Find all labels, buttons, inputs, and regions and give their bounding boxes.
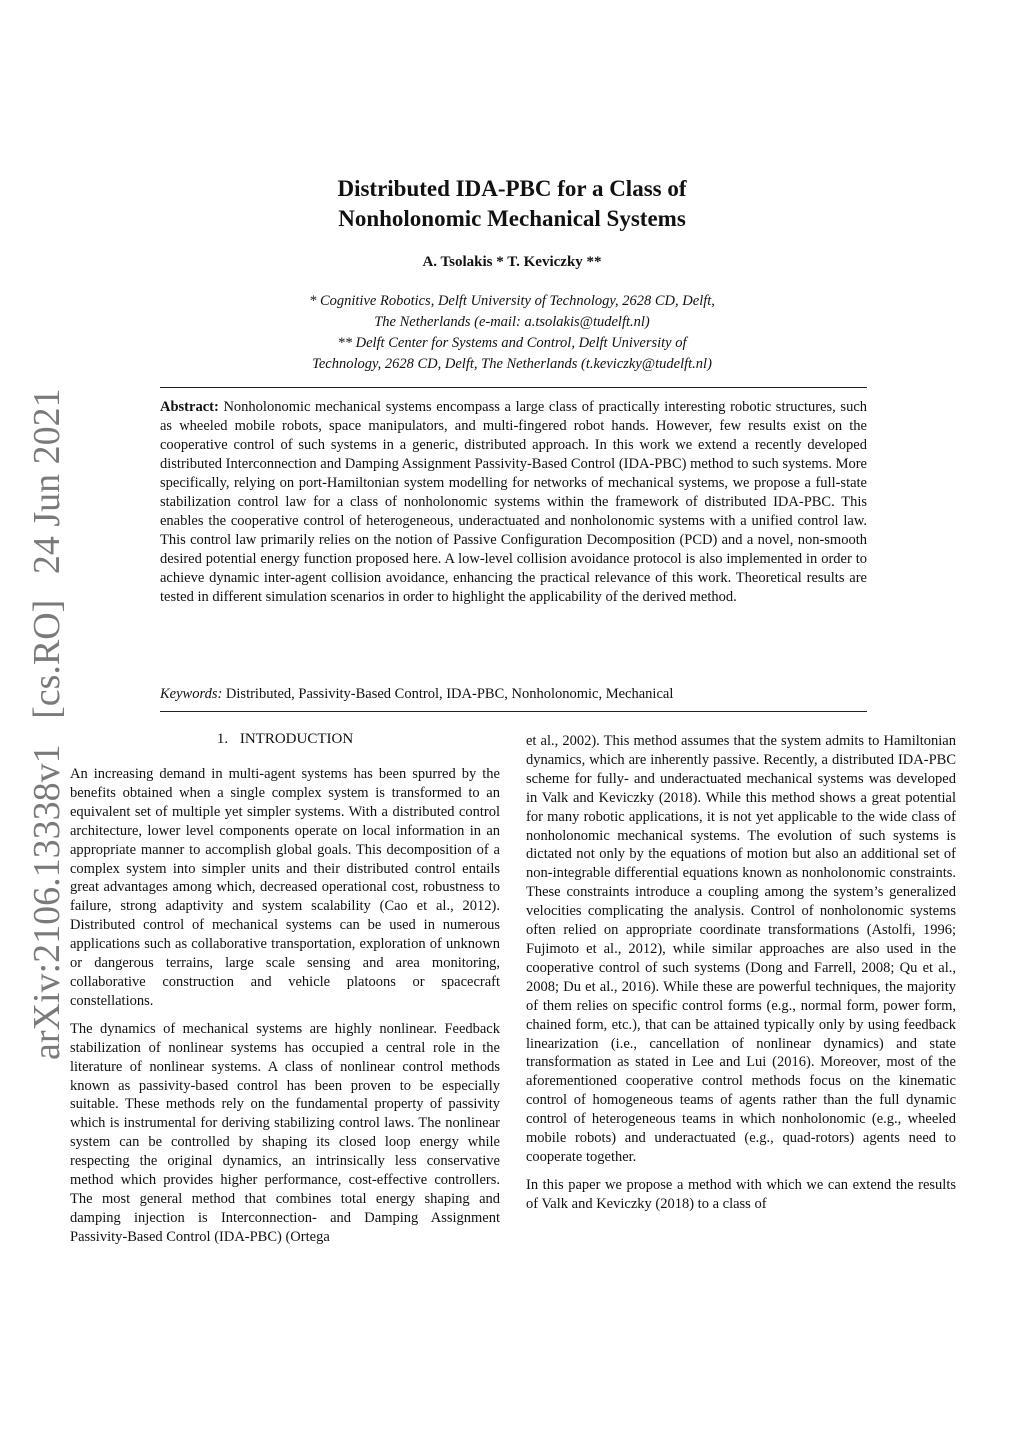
paper-title [160,174,864,234]
section-title: INTRODUCTION [239,731,354,747]
arxiv-id: arXiv:2106.13338v1 [26,744,68,1060]
bottom-rule [160,711,867,712]
left-column [70,765,500,1247]
paragraph: et al., 2002). This method assumes that the system admits to Hamiltonian dynamics, which are inherently passive. Recently, a distributed IDA-PBC scheme for fully- and underactuated mechanical systems was developed in Valk and Keviczky (2018). While this method shows a great potential for many robotic applications, it is not yet applicable to the wide class of nonholonomic mechanical systems. The evolution of such systems is dictated not only by the equations of motion but also an additional set of non-integrable differential equations known as nonholonomic constraints. These constraints introduce a coupling among the system’s generalized velocities complicating the analysis. Control of nonholonomic systems often relied on appropriate coordinate transformations (Astolfi, 1996; Fujimoto et al., 2012), while similar approaches are also used in the cooperative control of such systems (Dong and Farrell, 2008; Qu et al., 2008; Du et al., 2016). While these are powerful techniques, the majority of them relies on specific control forms (e.g., normal form, power form, chained form, etc.), that can be attained typically only by using feedback linearization (i.e., cancellation of nonlinear dynamics) and state transformation as stated in Lee and Lui (2016). Moreover, most of the aforementioned cooperative control methods focus on the kinematic control of homogeneous teams of agents rather than the full dynamic control of heterogeneous teams in which nonholonomic (e.g., wheeled mobile robots) and underactuated (e.g., quad-rotors) agents need to cooperate together. [526,733,956,1165]
affiliations [160,291,864,375]
abstract-text: Nonholonomic mechanical systems encompass a large class of practically interesting robotic structures, such as wheeled mobile robots, space manipulators, and multi-fingered robot hands. However, few results exist on the cooperative control of such systems in a generic, distributed approach. In this work we extend a recently developed distributed Interconnection and Damping Assignment Passivity-Based Control (IDA-PBC) method to such systems. More specifically, relying on port-Hamiltonian system modelling for networks of mechanical systems, we propose a full-state stabilization control law for a class of nonholonomic systems within the framework of distributed IDA-PBC. This enables the cooperative control of heterogeneous, underactuated and nonholonomic systems with a unified control law. This control law primarily relies on the notion of Passive Configuration Decomposition (PCD) and a novel, non-smooth desired potential energy function proposed here. A low-level collision avoidance protocol is also implemented in order to achieve dynamic inter-agent collision avoidance, enhancing the practical relevance of this work. Theoretical results are tested in different simulation scenarios in order to highlight the applicability of the derived method. [160,399,868,605]
affiliation-line: The Netherlands (e-mail: a.tsolakis@tudelft.nl) [374,314,650,330]
right-column [526,732,956,1214]
paragraph: The dynamics of mechanical systems are highly nonlinear. Feedback stabilization of nonlinear systems has occupied a central role in the literature of nonlinear systems. A class of nonlinear control methods known as passivity-based control has been proven to be especially suitable. These methods rely on the fundamental property of passivity which is instrumental for deriving stabilizing control laws. The nonlinear system can be controlled by shaping its closed loop energy while respecting the original dynamics, an intrinsically less conservative method which provides higher performance, cost-effective controllers. The most general method that combines total energy shaping and damping injection is Interconnection- and Damping Assignment Passivity-Based Control (IDA-PBC) (Ortega [70,1020,500,1245]
affiliation-line: * Cognitive Robotics, Delft University of Technology, 2628 CD, Delft, [309,293,715,309]
section-heading [70,731,500,748]
authors: A. Tsolakis * T. Keviczky ** [422,254,602,270]
section-number: 1. [216,731,229,747]
arxiv-date: 24 Jun 2021 [26,388,68,575]
arxiv-category: [cs.RO] [26,599,68,719]
keywords [160,685,867,704]
keywords-label: Keywords: [160,686,223,702]
title-line-2: Nonholonomic Mechanical Systems [338,206,686,231]
affiliation-line: ** Delft Center for Systems and Control, Delft University of [337,335,687,351]
abstract-label: Abstract: [160,399,219,415]
keywords-text: Distributed, Passivity-Based Control, IDA-PBC, Nonholonomic, Mechanical [225,686,674,702]
title-line-1: Distributed IDA-PBC for a Class of [337,176,687,201]
abstract [160,398,867,607]
affiliation-line: Technology, 2628 CD, Delft, The Netherlands (t.keviczky@tudelft.nl) [312,356,712,372]
paragraph: In this paper we propose a method with which we can extend the results of Valk and Keviczky (2018) to a class of [526,1176,956,1212]
top-rule [160,387,867,388]
paragraph: An increasing demand in multi-agent systems has been spurred by the benefits obtained when a single complex system is transformed to an equivalent set of multiple yet simpler systems. With a distributed control architecture, lower level components operate on local information in an appropriate manner to accomplish global goals. This decomposition of a complex system into simpler units and their distributed control entails great advantages among which, decreased operational cost, robustness to failure, strong adaptivity and system scalability (Cao et al., 2012). Distributed control of mechanical systems can be used in numerous applications such as collaborative transportation, exploration of unknown or dangerous terrains, large scale sensing and area monitoring, collaborative construction and vehicle platoons or spacecraft constellations. [70,766,500,1009]
